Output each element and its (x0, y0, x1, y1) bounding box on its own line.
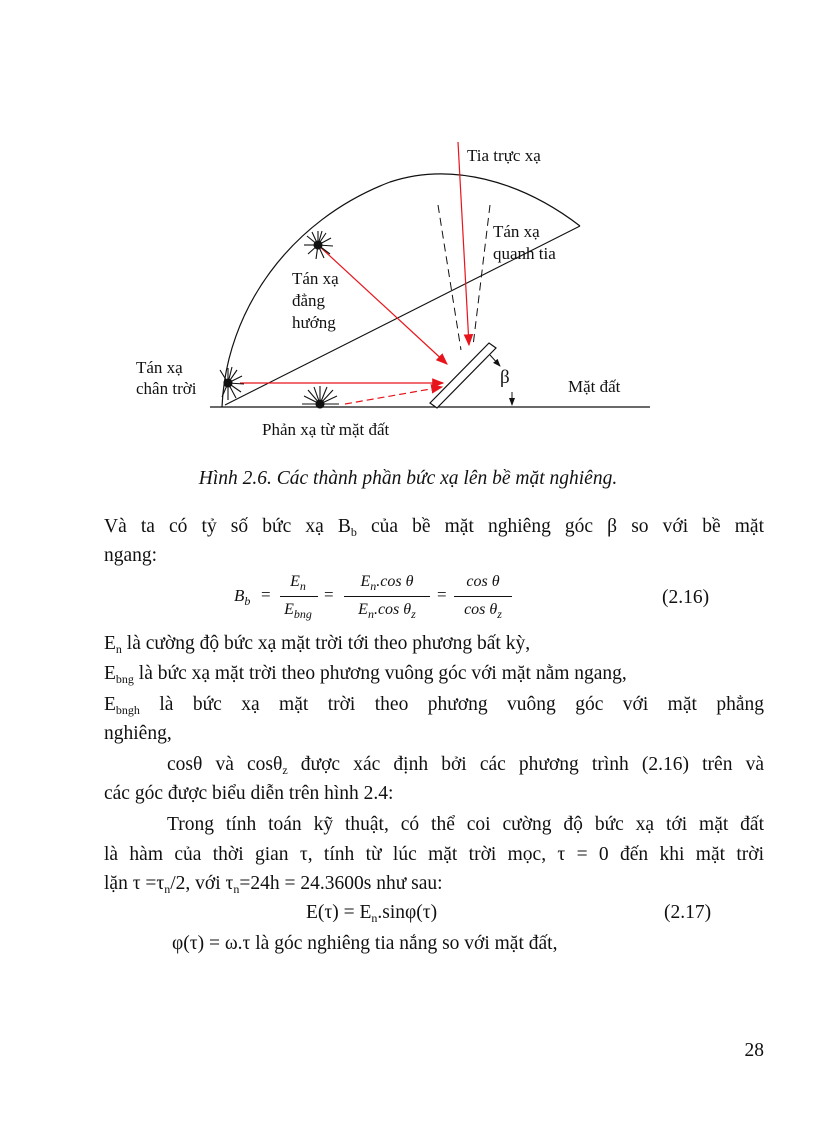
def-ebng: $E_{bng}$ là bức xạ mặt trời theo phương vuông góc với mặt nằm ngang, (104, 663, 627, 686)
def-cos: cosθ và cosθ$_z$ được xác định bởi các phương trình (2.16) trên và (167, 754, 764, 777)
body-line-2: là hàm của thời gian τ, tính từ lúc mặt trời mọc, τ = 0 đến khi mặt trời (104, 844, 764, 865)
label-isotropic-3: hướng (292, 313, 336, 332)
label-horizon-1: Tán xạ (136, 358, 183, 377)
def-ebngh-line2: nghiêng, (104, 723, 172, 744)
label-circumsolar-2: quanh tia (493, 244, 556, 263)
label-direct-beam: Tia trực xạ (467, 146, 541, 165)
label-ground: Mặt đất (568, 377, 621, 396)
equation-2-17: $E(\tau) = E_n.\sin\varphi(\tau)$ (306, 902, 438, 925)
intro-line-2: ngang: (104, 545, 158, 566)
figure-caption: Hình 2.6. Các thành phần bức xạ lên bề mặt nghiêng. (198, 468, 618, 489)
tilted-surface (430, 343, 496, 408)
beta-arrow-upper (490, 355, 500, 366)
def-ebngh: $E_{bngh}$ là bức xạ mặt trời theo phương vuông góc với mặt phẳng (104, 694, 764, 717)
isotropic-ray (318, 245, 447, 364)
ground-reflection-ray (345, 387, 442, 404)
page-number: 28 (744, 1040, 764, 1061)
label-beta: β (500, 367, 510, 388)
direct-beam-ray (458, 142, 469, 345)
intro-line-1: Và ta có tỷ số bức xạ $B_b$ của bề mặt nghiêng góc β so với bề mặt (104, 516, 764, 539)
label-ground-reflection: Phản xạ từ mặt đất (262, 420, 390, 439)
ground-burst-icon (302, 386, 339, 408)
circumsolar-dashed-right (473, 205, 490, 346)
body-line-1: Trong tính toán kỹ thuật, có thể coi cường độ bức xạ tới mặt đất (167, 814, 764, 835)
equation-2-16-number: (2.16) (662, 587, 710, 608)
horizon-burst-icon (220, 367, 244, 400)
def-cos-line2: các góc được biểu diễn trên hình 2.4: (104, 783, 394, 804)
sky-dome-arc (222, 174, 580, 407)
circumsolar-dashed-left (438, 205, 461, 350)
def-en: $E_n$ là cường độ bức xạ mặt trời tới theo phương bất kỳ, (104, 633, 531, 656)
equation-2-17-number: (2.17) (664, 902, 712, 923)
body-line-3: lặn $\tau =\tau_n/2$, với $\tau_n=24h = 24.3600s$ như sau: (104, 873, 443, 896)
phi-definition: φ(τ) = ω.τ là góc nghiêng tia nắng so với mặt đất, (172, 933, 558, 954)
radiation-components-figure (0, 0, 816, 460)
label-isotropic-1: Tán xạ (292, 269, 339, 288)
label-horizon-2: chân trời (136, 379, 197, 398)
label-isotropic-2: đẳng (292, 291, 326, 310)
label-circumsolar-1: Tán xạ (493, 222, 540, 241)
